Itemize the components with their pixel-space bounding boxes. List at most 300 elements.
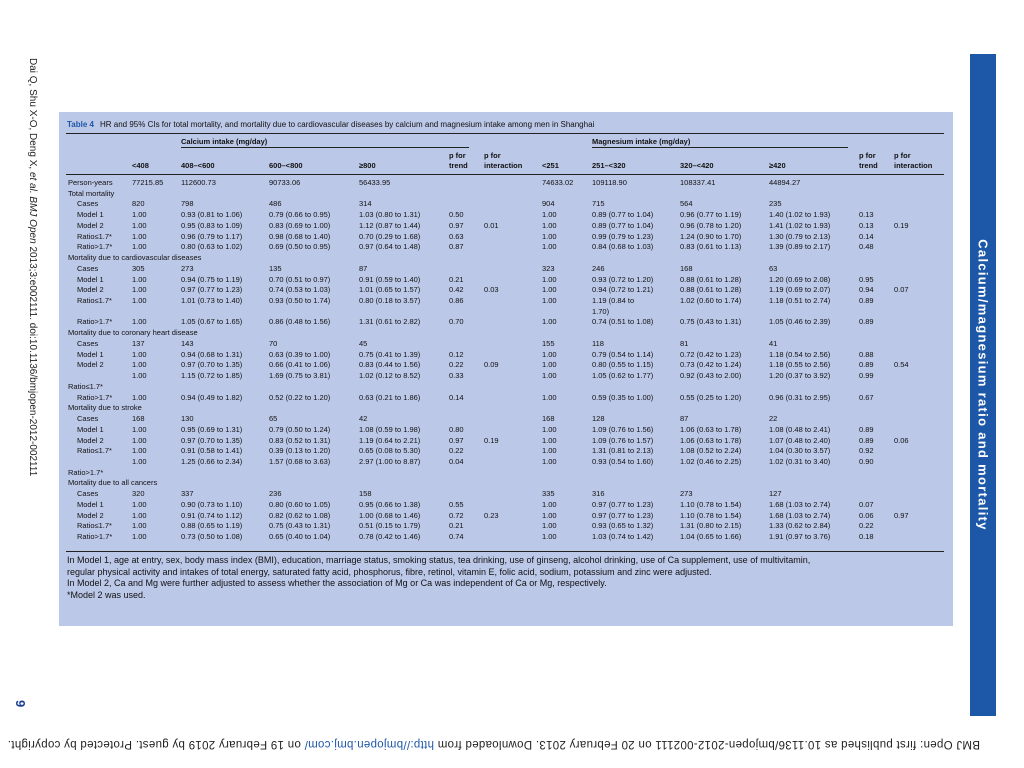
table-cell: 1.00 <box>542 446 557 456</box>
column-header: 251–<320 <box>592 161 626 170</box>
table-cell: 0.65 (0.08 to 5.30) <box>359 446 421 456</box>
table-cell: 0.59 (0.35 to 1.00) <box>592 392 654 402</box>
table-cell: 323 <box>542 263 555 273</box>
table-cell: 0.75 (0.41 to 1.39) <box>359 349 421 359</box>
table-cell: 0.88 (0.61 to 1.28) <box>680 274 742 284</box>
citation <box>26 58 38 476</box>
row-label: Ratio>1.7* <box>77 392 113 402</box>
row-label: Ratio>1.7* <box>77 317 113 327</box>
table-cell: 0.21 <box>449 521 464 531</box>
table-cell: 0.72 (0.42 to 1.23) <box>680 349 742 359</box>
table-cell: 81 <box>680 338 689 348</box>
table-cell: 0.21 <box>449 274 464 284</box>
table-cell: 1.20 (0.37 to 3.92) <box>769 371 831 381</box>
table-cell: 1.18 (0.55 to 2.56) <box>769 360 831 370</box>
table-cell: 45 <box>359 338 368 348</box>
table-cell: 0.89 (0.77 to 1.04) <box>592 210 654 220</box>
row-label: Model 1 <box>77 499 104 509</box>
table-cell: 1.00 <box>132 360 147 370</box>
table-cell: 1.00 <box>132 446 147 456</box>
table-cell: 1.00 <box>132 435 147 445</box>
table-cell: 0.83 (0.69 to 1.00) <box>269 220 331 230</box>
table-cell: 1.03 (0.74 to 1.42) <box>592 532 654 542</box>
table-cell: 0.22 <box>859 521 874 531</box>
table-cell: 1.68 (1.03 to 2.74) <box>769 499 831 509</box>
table-label: Table 4 <box>67 120 94 129</box>
table-cell: 273 <box>680 489 693 499</box>
table-cell: 0.14 <box>859 231 874 241</box>
table-cell: 70 <box>269 338 278 348</box>
table-cell: 1.00 <box>132 371 147 381</box>
table-cell: 1.02 (0.60 to 1.74) <box>680 296 742 306</box>
row-label: Model 2 <box>77 285 104 295</box>
table-cell: 0.88 (0.61 to 1.28) <box>680 285 742 295</box>
table-cell: 0.80 (0.18 to 3.57) <box>359 296 421 306</box>
column-header: 320–<420 <box>680 161 714 170</box>
table-cell: 0.73 (0.42 to 1.24) <box>680 360 742 370</box>
table-cell: 0.89 <box>859 296 874 306</box>
table-cell: 0.75 (0.43 to 1.31) <box>680 317 742 327</box>
table-cell: 1.00 <box>542 220 557 230</box>
table-cell: 1.00 <box>132 296 147 306</box>
row-label: Cases <box>77 489 99 499</box>
section-sidebar <box>970 54 996 716</box>
row-label: Cases <box>77 263 99 273</box>
column-header: 408–<600 <box>181 161 215 170</box>
table-cell: 1.00 <box>542 532 557 542</box>
table-cell: 0.93 (0.50 to 1.74) <box>269 296 331 306</box>
table-cell: 1.00 <box>542 285 557 295</box>
table-cell: 44894.27 <box>769 178 801 187</box>
table-cell: 798 <box>181 199 194 209</box>
row-label: Ratio≤1.7* <box>77 231 112 241</box>
table-cell: 1.10 (0.78 to 1.54) <box>680 499 742 509</box>
table-cell: 0.13 <box>859 210 874 220</box>
note-line: *Model 2 was used. <box>67 589 146 600</box>
table-cell: 0.94 (0.68 to 1.31) <box>181 349 243 359</box>
table-cell: 0.95 (0.69 to 1.31) <box>181 424 243 434</box>
table-cell: 0.42 <box>449 285 464 295</box>
table-cell: 1.08 (0.48 to 2.41) <box>769 424 831 434</box>
table-cell: 0.55 <box>449 499 464 509</box>
table-cell: 0.65 (0.40 to 1.04) <box>269 532 331 542</box>
table-cell: 0.94 <box>859 285 874 295</box>
table-cell: 0.90 <box>859 456 874 466</box>
footer-text: BMJ Open: first published as 10.1136/bmjopen-2012-002111 on 20 February 2013. Downloaded from <box>433 738 980 750</box>
table-cell: 0.06 <box>894 435 909 445</box>
table-cell: 0.22 <box>449 360 464 370</box>
table-cell: 0.97 (0.70 to 1.35) <box>181 435 243 445</box>
table-cell: 1.00 <box>542 242 557 252</box>
footer-text-end: on 19 February 2019 by guest. Protected by copyright. <box>7 738 305 750</box>
table-cell: 1.00 <box>132 210 147 220</box>
table-cell: 0.83 (0.44 to 1.56) <box>359 360 421 370</box>
table-cell: 1.00 (0.68 to 1.46) <box>359 510 421 520</box>
table-cell: 0.94 (0.49 to 1.82) <box>181 392 243 402</box>
table-cell: 1.08 (0.52 to 2.24) <box>680 446 742 456</box>
table-cell: 143 <box>181 338 194 348</box>
column-header: <408 <box>132 161 149 170</box>
table-cell: 135 <box>269 263 282 273</box>
note-line: In Model 2, Ca and Mg were further adjusted to assess whether the association of Mg or Ca was independent of Ca or Mg, respectively. <box>67 578 607 588</box>
table-cell: 1.04 (0.30 to 3.57) <box>769 446 831 456</box>
row-label: Ratio≤1.7* <box>77 446 112 456</box>
table-cell: 1.00 <box>542 521 557 531</box>
column-header: p for <box>449 151 466 160</box>
table-cell: 236 <box>269 489 282 499</box>
column-header: trend <box>449 161 468 170</box>
table-cell: 1.00 <box>132 285 147 295</box>
table-cell: 0.75 (0.43 to 1.31) <box>269 521 331 531</box>
table-cell: 0.97 <box>449 220 464 230</box>
table-cell: 0.19 <box>484 435 499 445</box>
table-cell: 1.33 (0.62 to 2.84) <box>769 521 831 531</box>
row-label: Ratio>1.7* <box>77 532 113 542</box>
table-title: HR and 95% CIs for total mortality, and mortality due to cardiovascular diseases by calcium and magnesium intake among men in Shanghai <box>99 120 595 129</box>
table-cell: 1.15 (0.72 to 1.85) <box>181 371 243 381</box>
table-cell: 130 <box>181 414 194 424</box>
table-cell: 820 <box>132 199 145 209</box>
table-cell: 0.86 (0.48 to 1.56) <box>269 317 331 327</box>
row-label: Model 1 <box>77 349 104 359</box>
table-cell: 235 <box>769 199 782 209</box>
table-cell: 1.02 (0.46 to 2.25) <box>680 456 742 466</box>
table-cell: 0.89 <box>859 317 874 327</box>
table-cell: 0.13 <box>859 220 874 230</box>
row-label: Cases <box>77 414 99 424</box>
table-cell: 1.31 (0.61 to 2.82) <box>359 317 421 327</box>
table-cell: 1.18 (0.51 to 2.74) <box>769 296 831 306</box>
table-cell: 1.00 <box>132 349 147 359</box>
table-cell: 0.55 (0.25 to 1.20) <box>680 392 742 402</box>
table-cell: 1.19 (0.84 to <box>592 296 635 306</box>
table-cell: 1.00 <box>542 317 557 327</box>
table-cell: 74633.02 <box>542 178 574 187</box>
table-cell: 128 <box>592 414 605 424</box>
table-cell: 158 <box>359 489 372 499</box>
table-cell: 0.06 <box>859 510 874 520</box>
table-cell: 0.79 (0.66 to 0.95) <box>269 210 331 220</box>
table-cell: 0.94 (0.72 to 1.21) <box>592 285 654 295</box>
table-cell: 1.00 <box>542 371 557 381</box>
table-cell: 1.00 <box>132 274 147 284</box>
table-cell: 1.00 <box>542 392 557 402</box>
table-cell: 0.93 (0.72 to 1.20) <box>592 274 654 284</box>
table-cell: 0.93 (0.65 to 1.32) <box>592 521 654 531</box>
table-cell: 41 <box>769 338 778 348</box>
table-cell: 1.06 (0.63 to 1.78) <box>680 424 742 434</box>
table-cell: 0.70 <box>449 317 464 327</box>
table-cell: 0.95 <box>859 274 874 284</box>
calcium-group-header: Calcium intake (mg/day) <box>181 137 268 146</box>
table-cell: 0.01 <box>484 220 499 230</box>
table-cell: 1.69 (0.75 to 3.81) <box>269 371 331 381</box>
table-cell: 1.00 <box>132 242 147 252</box>
table-cell: 0.23 <box>484 510 499 520</box>
table-cell: 1.24 (0.90 to 1.70) <box>680 231 742 241</box>
table-cell: 0.97 <box>894 510 909 520</box>
table-cell: 87 <box>680 414 689 424</box>
row-label: Mortality due to stroke <box>68 403 142 413</box>
header-bottom-rule <box>66 174 944 175</box>
table-cell: 1.00 <box>132 510 147 520</box>
row-label: Model 1 <box>77 210 104 220</box>
row-label: Cases <box>77 199 99 209</box>
column-header: interaction <box>894 161 933 170</box>
table-cell: 0.92 <box>859 446 874 456</box>
table-cell: 168 <box>680 263 693 273</box>
table-cell: 0.89 <box>859 435 874 445</box>
table-cell: 1.68 (1.03 to 2.74) <box>769 510 831 520</box>
table-cell: 1.00 <box>132 392 147 402</box>
table-cell: 1.05 (0.62 to 1.77) <box>592 371 654 381</box>
row-label: Model 1 <box>77 274 104 284</box>
table-cell: 0.07 <box>859 499 874 509</box>
table-cell: 42 <box>359 414 368 424</box>
table-cell: 1.00 <box>542 456 557 466</box>
table-cell: 1.18 (0.54 to 2.56) <box>769 349 831 359</box>
table-cell: 108337.41 <box>680 178 716 187</box>
table-cell: 1.00 <box>132 220 147 230</box>
table-cell: 1.20 (0.69 to 2.08) <box>769 274 831 284</box>
table-cell: 0.14 <box>449 392 464 402</box>
note-line: regular physical activity and intakes of total energy, saturated fatty acid, phosphorus, fibre, retinol, vitamin E, folic acid, sodium, potassium and zinc were adjusted. <box>67 566 712 577</box>
table-cell: 314 <box>359 199 372 209</box>
table-cell: 87 <box>359 263 368 273</box>
table-cell: 1.00 <box>542 210 557 220</box>
table-cell: 0.95 (0.66 to 1.38) <box>359 499 421 509</box>
table-cell: 0.07 <box>894 285 909 295</box>
table-cell: 0.63 (0.39 to 1.00) <box>269 349 331 359</box>
table-cell: 1.57 (0.68 to 3.63) <box>269 456 331 466</box>
row-label: Total mortality <box>68 188 115 198</box>
table-cell: 0.50 <box>449 210 464 220</box>
table-cell: 0.79 (0.54 to 1.14) <box>592 349 654 359</box>
table-cell: 0.97 (0.70 to 1.35) <box>181 360 243 370</box>
table-cell: 0.19 <box>894 220 909 230</box>
table-cell: 0.88 (0.65 to 1.19) <box>181 521 243 531</box>
table-cell: 1.00 <box>132 456 147 466</box>
table-cell: 0.70 (0.51 to 0.97) <box>269 274 331 284</box>
table-cell: 316 <box>592 489 605 499</box>
table-cell: 1.19 (0.64 to 2.21) <box>359 435 421 445</box>
table-cell: 2.97 (1.00 to 8.87) <box>359 456 421 466</box>
table-top-rule <box>66 133 944 134</box>
table-cell: 0.97 (0.64 to 1.48) <box>359 242 421 252</box>
table-notes <box>67 555 947 601</box>
table-cell: 1.02 (0.31 to 3.40) <box>769 456 831 466</box>
table-cell: 0.67 <box>859 392 874 402</box>
row-label: Model 2 <box>77 360 104 370</box>
table-cell: 1.07 (0.48 to 2.40) <box>769 435 831 445</box>
table-cell: 112600.73 <box>181 178 216 187</box>
table-cell: 335 <box>542 489 555 499</box>
citation-etal: et al. <box>27 171 38 194</box>
table-cell: 715 <box>592 199 605 209</box>
table-cell: 0.18 <box>859 532 874 542</box>
table-cell: 1.00 <box>542 435 557 445</box>
table-cell: 0.89 (0.77 to 1.04) <box>592 220 654 230</box>
row-label: Mortality due to coronary heart disease <box>68 328 198 338</box>
table-cell: 0.86 <box>449 296 464 306</box>
table-cell: 1.09 (0.76 to 1.56) <box>592 424 654 434</box>
row-label: Ratio>1.7* <box>68 467 104 477</box>
table-cell: 0.91 (0.59 to 1.40) <box>359 274 421 284</box>
table-cell: 0.99 (0.79 to 1.23) <box>592 231 654 241</box>
table-cell: 1.40 (1.02 to 1.93) <box>769 210 831 220</box>
table-cell: 127 <box>769 489 782 499</box>
column-header: ≥800 <box>359 161 376 170</box>
table-cell: 0.48 <box>859 242 874 252</box>
table-cell: 0.63 <box>449 231 464 241</box>
table-cell: 0.22 <box>449 446 464 456</box>
table-cell: 0.12 <box>449 349 464 359</box>
table-cell: 0.74 (0.53 to 1.03) <box>269 285 331 295</box>
table-cell: 1.00 <box>542 296 557 306</box>
note-line: In Model 1, age at entry, sex, body mass index (BMI), education, marriage status, smoking status, tea drinking, use of ginseng, alcohol drinking, use of Ca supplement, use of multivitamin, <box>67 555 811 565</box>
table-cell: 0.88 <box>859 349 874 359</box>
table-cell: 65 <box>269 414 278 424</box>
table-cell: 564 <box>680 199 693 209</box>
table-cell: 1.05 (0.67 to 1.65) <box>181 317 243 327</box>
table-cell: 1.00 <box>132 521 147 531</box>
table-cell: 109118.90 <box>592 178 627 187</box>
page-number: 9 <box>13 700 28 708</box>
table-cell: 1.31 (0.80 to 2.15) <box>680 521 742 531</box>
table-bottom-rule <box>66 551 944 552</box>
row-label: Ratio≤1.7* <box>68 381 103 391</box>
table-cell: 1.41 (1.02 to 1.93) <box>769 220 831 230</box>
table-cell: 0.98 (0.68 to 1.40) <box>269 231 331 241</box>
citation-journal: BMJ Open <box>27 193 38 247</box>
citation-authors: Dai Q, Shu X-O, Deng X, <box>27 58 38 172</box>
row-label: Model 1 <box>77 424 104 434</box>
row-label: Model 2 <box>77 435 104 445</box>
table-cell: 0.73 (0.50 to 1.08) <box>181 532 243 542</box>
citation-reference: 2013;3:e002111. doi:10.1136/bmjopen-2012-002111 <box>27 246 38 477</box>
row-label: Ratio≤1.7* <box>77 296 112 306</box>
table-cell: 0.99 <box>859 371 874 381</box>
table-cell: 0.74 (0.51 to 1.08) <box>592 317 654 327</box>
table-cell: 337 <box>181 489 194 499</box>
table-cell: 1.00 <box>542 499 557 509</box>
row-label: Ratio≤1.7* <box>77 521 112 531</box>
table-cell: 56433.95 <box>359 178 391 187</box>
table-cell: 0.51 (0.15 to 1.79) <box>359 521 421 531</box>
table-cell: 1.09 (0.76 to 1.57) <box>592 435 654 445</box>
table-cell: 0.96 (0.77 to 1.19) <box>680 210 742 220</box>
row-label: Cases <box>77 338 99 348</box>
table-cell: 1.00 <box>132 424 147 434</box>
table-cell: 0.70 (0.29 to 1.68) <box>359 231 421 241</box>
table-cell: 90733.06 <box>269 178 301 187</box>
table-cell: 63 <box>769 263 778 273</box>
table-cell: 168 <box>132 414 145 424</box>
table-cell: 0.96 (0.79 to 1.17) <box>181 231 243 241</box>
table-cell: 0.80 (0.60 to 1.05) <box>269 499 331 509</box>
table-cell: 0.80 (0.63 to 1.02) <box>181 242 243 252</box>
column-header: trend <box>859 161 878 170</box>
table-cell: 1.01 (0.65 to 1.57) <box>359 285 421 295</box>
magnesium-group-rule <box>592 147 848 148</box>
table-cell: 0.96 (0.31 to 2.95) <box>769 392 831 402</box>
calcium-group-rule <box>181 147 469 148</box>
table-cell: 0.03 <box>484 285 499 295</box>
table-cell: 1.00 <box>542 424 557 434</box>
table-cell: 0.89 <box>859 360 874 370</box>
table-cell: 118 <box>592 338 604 348</box>
table-cell: 0.93 (0.54 to 1.60) <box>592 456 654 466</box>
table-cell: 155 <box>542 338 555 348</box>
table-cell: 0.82 (0.62 to 1.08) <box>269 510 331 520</box>
column-header: p for <box>484 151 501 160</box>
table-cell: 0.91 (0.58 to 1.41) <box>181 446 243 456</box>
table-cell: 137 <box>132 338 145 348</box>
table-cell: 0.87 <box>449 242 464 252</box>
table-cell: 1.00 <box>132 231 147 241</box>
table-cell: 77215.85 <box>132 178 164 187</box>
table-cell: 0.72 <box>449 510 464 520</box>
row-label: Model 2 <box>77 220 104 230</box>
table-cell: 0.79 (0.50 to 1.24) <box>269 424 331 434</box>
table-cell: 0.91 (0.74 to 1.12) <box>181 510 243 520</box>
table-cell: 1.00 <box>542 231 557 241</box>
table-cell: 0.80 <box>449 424 464 434</box>
column-header: ≥420 <box>769 161 786 170</box>
table-cell: 0.04 <box>449 456 464 466</box>
table-cell: 1.00 <box>542 510 557 520</box>
table-cell: 486 <box>269 199 282 209</box>
table-cell: 1.91 (0.97 to 3.76) <box>769 532 831 542</box>
table-cell: 1.06 (0.63 to 1.78) <box>680 435 742 445</box>
copyright-footer <box>7 738 980 750</box>
table-cell: 1.30 (0.79 to 2.13) <box>769 231 831 241</box>
table-cell: 1.08 (0.59 to 1.98) <box>359 424 421 434</box>
table-cell: 0.66 (0.41 to 1.06) <box>269 360 331 370</box>
table-cell: 1.25 (0.66 to 2.34) <box>181 456 243 466</box>
table-cell: 0.90 (0.73 to 1.10) <box>181 499 243 509</box>
column-header: <251 <box>542 161 559 170</box>
table-cell: 1.00 <box>132 499 147 509</box>
table-cell: 1.39 (0.89 to 2.17) <box>769 242 831 252</box>
table-cell: 1.05 (0.46 to 2.39) <box>769 317 831 327</box>
table-cell: 0.80 (0.55 to 1.15) <box>592 360 654 370</box>
table-cell: 1.00 <box>542 360 557 370</box>
table-cell: 0.97 (0.77 to 1.23) <box>592 499 654 509</box>
table-cell: 0.97 <box>449 435 464 445</box>
table-cell: 0.97 (0.77 to 1.23) <box>592 510 654 520</box>
column-header: p for <box>894 151 911 160</box>
table-cell: 0.09 <box>484 360 499 370</box>
table-cell: 0.54 <box>894 360 909 370</box>
table-cell: 0.63 (0.21 to 1.86) <box>359 392 421 402</box>
table-cell: 0.95 (0.83 to 1.09) <box>181 220 243 230</box>
row-label: Model 2 <box>77 510 104 520</box>
sidebar-title: Calcium/magnesium ratio and mortality <box>975 239 991 531</box>
table-cell: 0.83 (0.52 to 1.31) <box>269 435 331 445</box>
table-cell: 1.00 <box>542 349 557 359</box>
table-cell: 22 <box>769 414 778 424</box>
footer-link[interactable]: http://bmjopen.bmj.com/ <box>304 738 434 750</box>
table-cell: 1.10 (0.78 to 1.54) <box>680 510 742 520</box>
table-cell: 1.70) <box>592 306 610 316</box>
table-cell: 0.33 <box>449 371 464 381</box>
table-cell: 1.19 (0.69 to 2.07) <box>769 285 831 295</box>
row-label: Mortality due to cardiovascular diseases <box>68 253 202 263</box>
table-cell: 320 <box>132 489 145 499</box>
table-cell: 0.97 (0.77 to 1.23) <box>181 285 243 295</box>
table-cell: 0.89 <box>859 424 874 434</box>
